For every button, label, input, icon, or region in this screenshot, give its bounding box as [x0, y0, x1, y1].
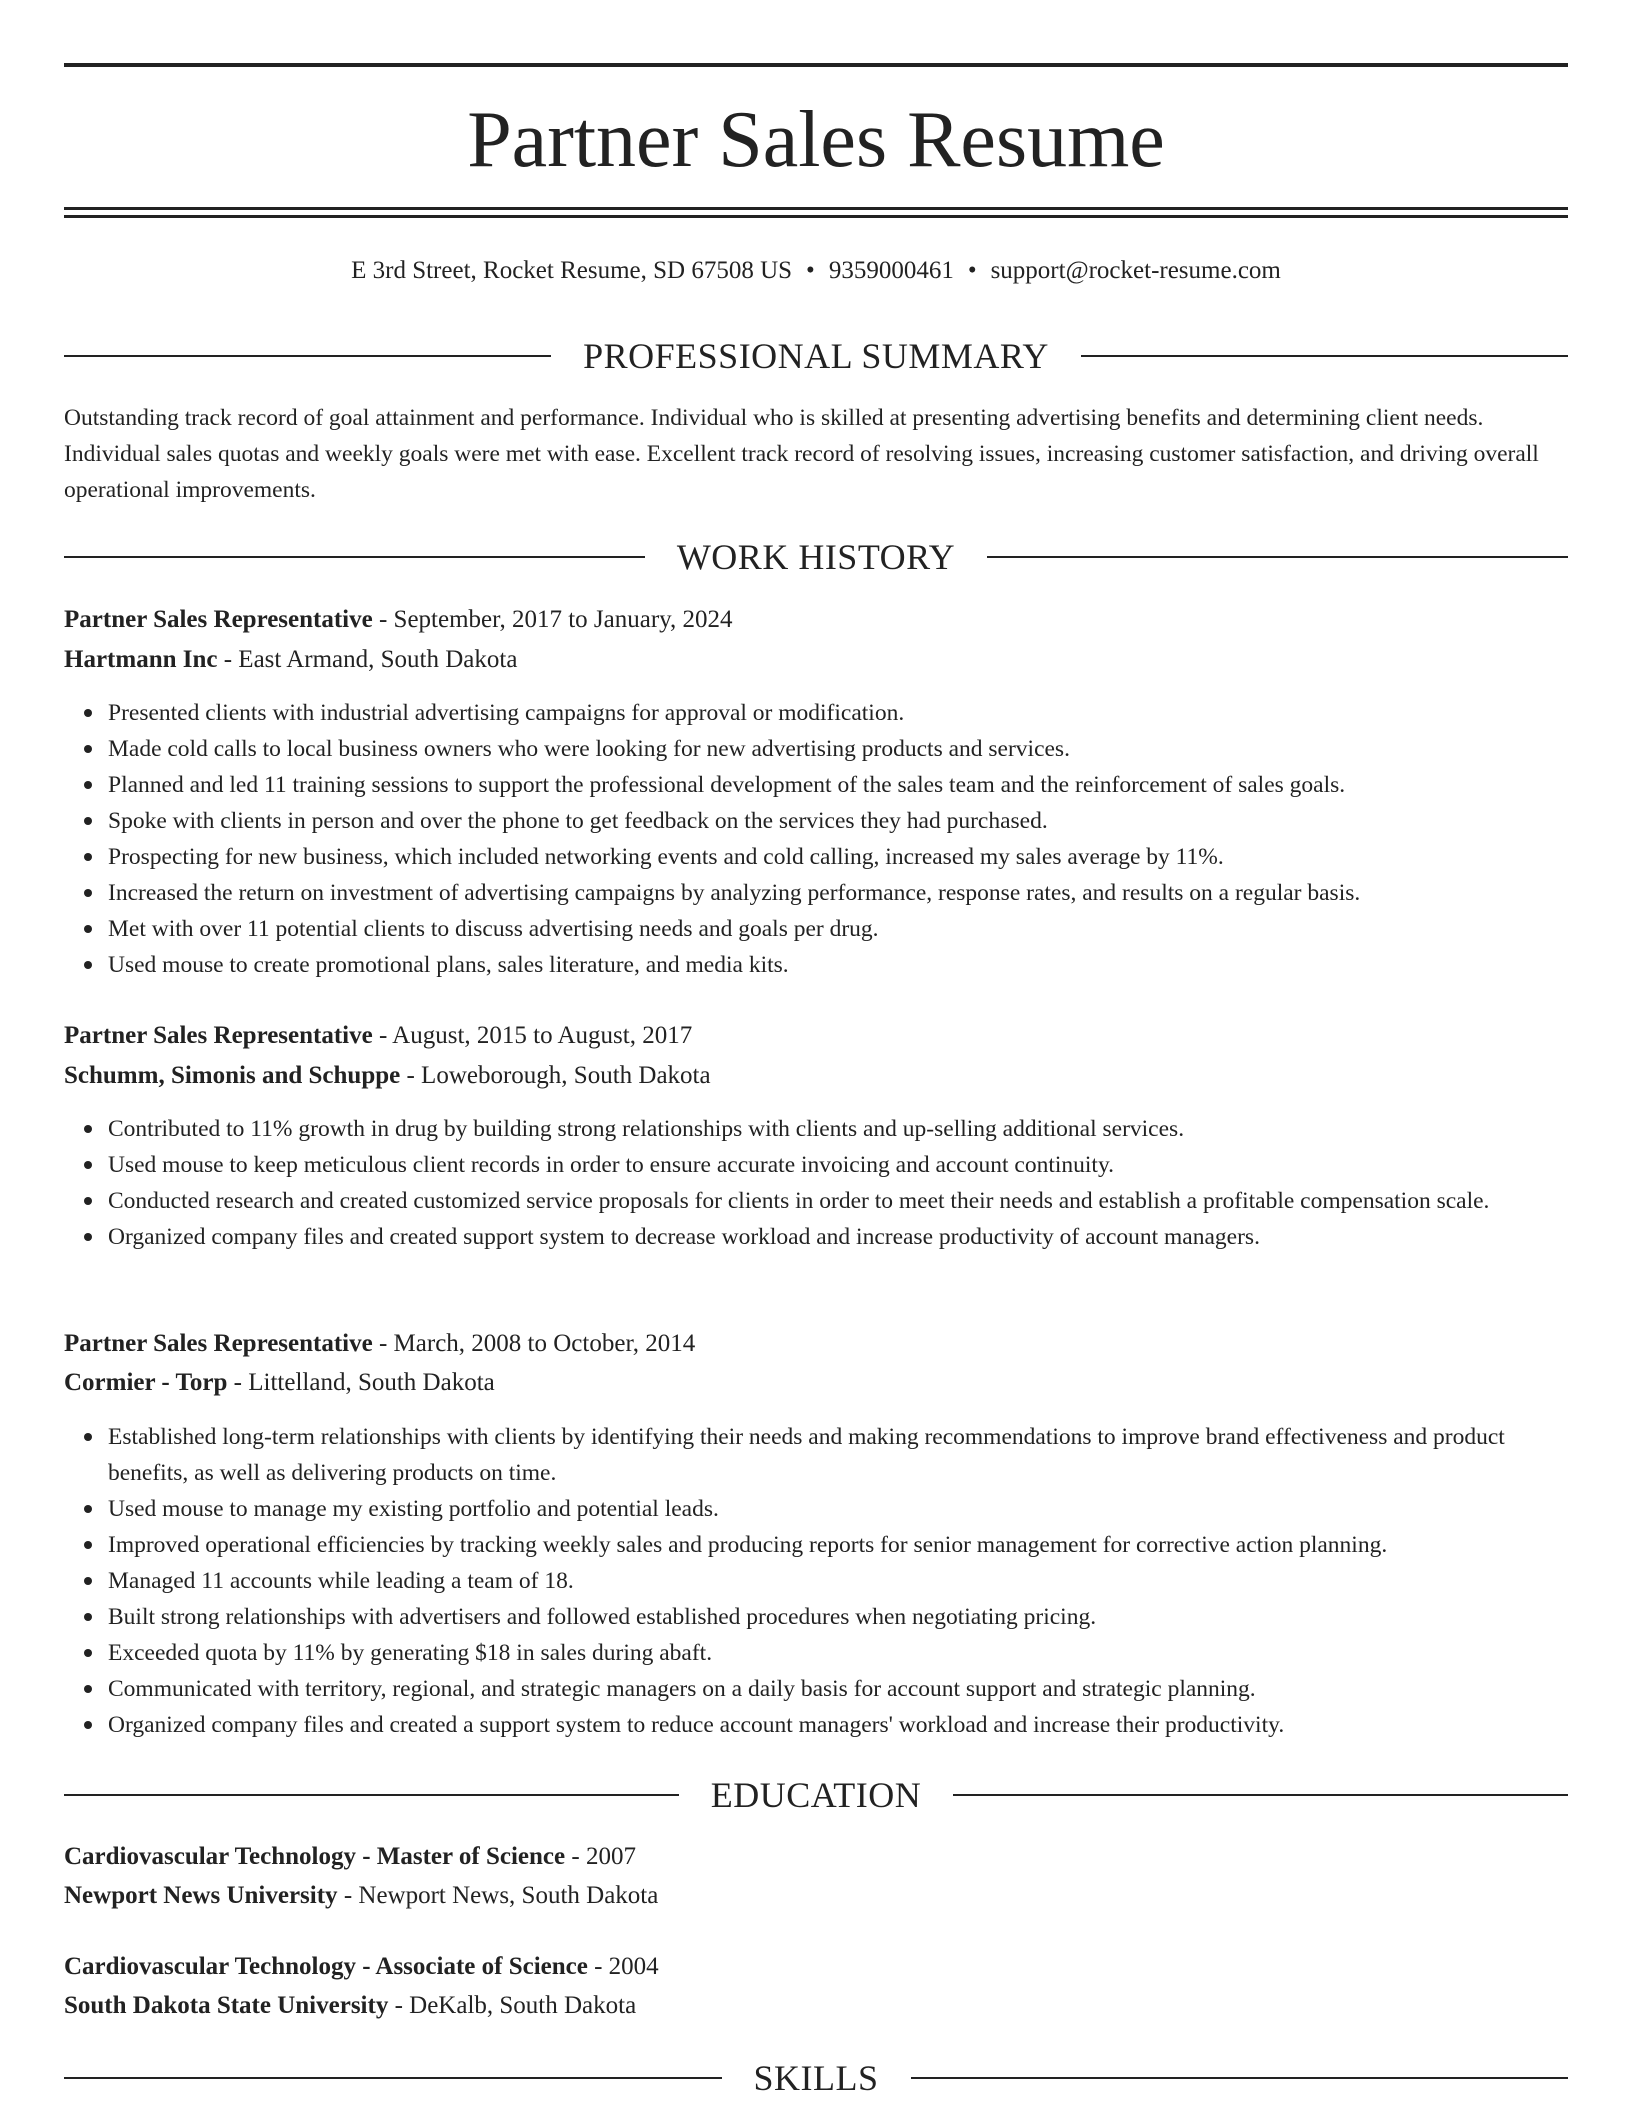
divider — [911, 2077, 1569, 2079]
bullet-text: Managed 11 accounts while leading a team of 18. — [108, 1568, 574, 1594]
bullet-text: Communicated with territory, regional, and strategic managers on a daily basis for account support and strategic planning. — [108, 1676, 1256, 1702]
job-location: - Loweborough, South Dakota — [400, 1062, 711, 1089]
job-company: Cormier - Torp — [64, 1369, 228, 1396]
page-title: Partner Sales Resume — [467, 96, 1165, 184]
list-item — [108, 947, 1568, 983]
bullet-text: Planned and led 11 training sessions to support the professional development of the sales team and the reinforcement of sales goals. — [108, 772, 1346, 798]
bullet-icon — [84, 1125, 92, 1133]
summary-text: Outstanding track record of goal attainment and performance. Individual who is skilled at presenting advertising benefits and determining client needs. Individual sales quotas and weekly goals were met with ease. Excellent track record of resolving issues, increasing customer satisfaction, and driving overall operational improvements. — [64, 405, 1539, 503]
bullet-icon — [84, 709, 92, 717]
divider — [953, 1794, 1568, 1796]
divider — [64, 355, 551, 357]
job-location: - East Armand, South Dakota — [217, 646, 518, 673]
bullet-icon — [84, 781, 92, 789]
bullet-text: Contributed to 11% growth in drug by building strong relationships with clients and up-selling additional services. — [108, 1116, 1185, 1142]
bullet-text: Organized company files and created a support system to reduce account managers' workload and increase their productivity. — [108, 1712, 1285, 1738]
bullet-icon — [84, 1577, 92, 1585]
bullet-text: Prospecting for new business, which included networking events and cold calling, increased my sales average by 11%. — [108, 844, 1224, 870]
title-double-rule — [64, 207, 1568, 218]
section-header-education — [64, 1775, 1568, 1815]
list-item — [108, 911, 1568, 947]
education-degree-line — [64, 1950, 1568, 1984]
section-title: EDUCATION — [710, 1775, 922, 1815]
contact-separator: • — [967, 257, 977, 284]
job-dates: - March, 2008 to October, 2014 — [372, 1330, 696, 1357]
divider — [64, 1794, 679, 1796]
education-degree-line — [64, 1840, 1568, 1874]
job-title: Partner Sales Representative — [64, 1022, 373, 1049]
education-location: - DeKalb, South Dakota — [388, 1992, 637, 2019]
contact-address: E 3rd Street, Rocket Resume, SD 67508 US — [351, 257, 793, 284]
list-item — [108, 1419, 1568, 1491]
job-title-line — [64, 1019, 1568, 1053]
job-title: Partner Sales Representative — [64, 1330, 373, 1357]
education-degree: Cardiovascular Technology - Master of Science — [64, 1843, 566, 1870]
list-item — [108, 1707, 1568, 1743]
list-item — [108, 803, 1568, 839]
education-degree: Cardiovascular Technology - Associate of Science — [64, 1953, 588, 1980]
education-year: - 2004 — [587, 1953, 659, 1980]
list-item — [108, 875, 1568, 911]
list-item — [108, 731, 1568, 767]
list-item — [108, 839, 1568, 875]
bullet-text: Used mouse to keep meticulous client records in order to ensure accurate invoicing and account continuity. — [108, 1152, 1115, 1178]
bullet-icon — [84, 1161, 92, 1169]
bullet-text: Increased the return on investment of advertising campaigns by analyzing performance, response rates, and results on a regular basis. — [108, 880, 1361, 906]
section-title: PROFESSIONAL SUMMARY — [583, 336, 1049, 376]
top-rule — [64, 63, 1568, 67]
list-item — [108, 1671, 1568, 1707]
bullet-text: Spoke with clients in person and over the phone to get feedback on the services they had purchased. — [108, 808, 1048, 834]
list-item — [108, 1491, 1568, 1527]
bullet-icon — [84, 1197, 92, 1205]
bullet-text: Made cold calls to local business owners who were looking for new advertising products and services. — [108, 736, 1070, 762]
job-location: - Littelland, South Dakota — [227, 1369, 495, 1396]
bullet-icon — [84, 925, 92, 933]
divider — [64, 556, 645, 558]
list-item — [108, 1183, 1568, 1219]
section-header-skills — [64, 2058, 1568, 2098]
divider — [64, 2077, 722, 2079]
section-title: SKILLS — [753, 2058, 879, 2098]
education-school-line — [64, 1879, 1568, 1913]
bullet-icon — [84, 961, 92, 969]
bullet-text: Organized company files and created support system to decrease workload and increase productivity of account managers. — [108, 1224, 1260, 1250]
education-school: South Dakota State University — [64, 1992, 389, 2019]
bullet-icon — [84, 1233, 92, 1241]
education-school: Newport News University — [64, 1882, 338, 1909]
job-company-line — [64, 1366, 1568, 1400]
section-title: WORK HISTORY — [676, 537, 956, 577]
job-company: Schumm, Simonis and Schuppe — [64, 1062, 401, 1089]
bullet-icon — [84, 853, 92, 861]
bullet-text: Used mouse to create promotional plans, sales literature, and media kits. — [108, 952, 789, 978]
job-bullets — [64, 1419, 1568, 1743]
bullet-text: Improved operational efficiencies by tracking weekly sales and producing reports for senior management for corrective action planning. — [108, 1532, 1388, 1558]
job-dates: - August, 2015 to August, 2017 — [372, 1022, 693, 1049]
contact-email: support@rocket-resume.com — [990, 257, 1281, 284]
job-dates: - September, 2017 to January, 2024 — [372, 606, 733, 633]
bullet-text: Met with over 11 potential clients to discuss advertising needs and goals per drug. — [108, 916, 879, 942]
bullet-icon — [84, 745, 92, 753]
job-company-line — [64, 1059, 1568, 1093]
bullet-icon — [84, 1541, 92, 1549]
education-location: - Newport News, South Dakota — [337, 1882, 659, 1909]
education-school-line — [64, 1989, 1568, 2023]
bullet-text: Built strong relationships with advertisers and followed established procedures when negotiating pricing. — [108, 1604, 1097, 1630]
list-item — [108, 1219, 1568, 1255]
list-item — [108, 1111, 1568, 1147]
job-bullets — [64, 1111, 1568, 1255]
list-item — [108, 1599, 1568, 1635]
section-header-work-history — [64, 537, 1568, 577]
bullet-text: Conducted research and created customized service proposals for clients in order to meet their needs and establish a profitable compensation scale. — [108, 1188, 1490, 1214]
list-item — [108, 1563, 1568, 1599]
bullet-icon — [84, 1505, 92, 1513]
job-title: Partner Sales Representative — [64, 606, 373, 633]
job-title-line — [64, 1327, 1568, 1361]
list-item — [108, 695, 1568, 731]
list-item — [108, 767, 1568, 803]
divider — [987, 556, 1568, 558]
bullet-text: Exceeded quota by 11% by generating $18 in sales during abaft. — [108, 1640, 713, 1666]
bullet-icon — [84, 1613, 92, 1621]
bullet-icon — [84, 1433, 92, 1441]
job-company-line — [64, 643, 1568, 677]
education-year: - 2007 — [565, 1843, 636, 1870]
bullet-icon — [84, 1721, 92, 1729]
contact-separator: • — [806, 257, 815, 284]
bullet-text: Established long-term relationships with clients by identifying their needs and making recommendations to improve brand effectiveness and product benefits, as well as delivering products on time. — [108, 1424, 1505, 1486]
divider — [1081, 355, 1568, 357]
job-bullets — [64, 695, 1568, 983]
bullet-text: Presented clients with industrial advertising campaigns for approval or modification. — [108, 700, 905, 726]
bullet-icon — [84, 889, 92, 897]
list-item — [108, 1147, 1568, 1183]
bullet-icon — [84, 1685, 92, 1693]
bullet-text: Used mouse to manage my existing portfolio and potential leads. — [108, 1496, 719, 1522]
contact-line — [64, 255, 1568, 287]
bullet-icon — [84, 817, 92, 825]
contact-phone: 9359000461 — [828, 257, 954, 284]
list-item — [108, 1635, 1568, 1671]
section-header-summary — [64, 336, 1568, 376]
job-title-line — [64, 603, 1568, 637]
bullet-icon — [84, 1649, 92, 1657]
list-item — [108, 1527, 1568, 1563]
job-company: Hartmann Inc — [64, 646, 218, 673]
